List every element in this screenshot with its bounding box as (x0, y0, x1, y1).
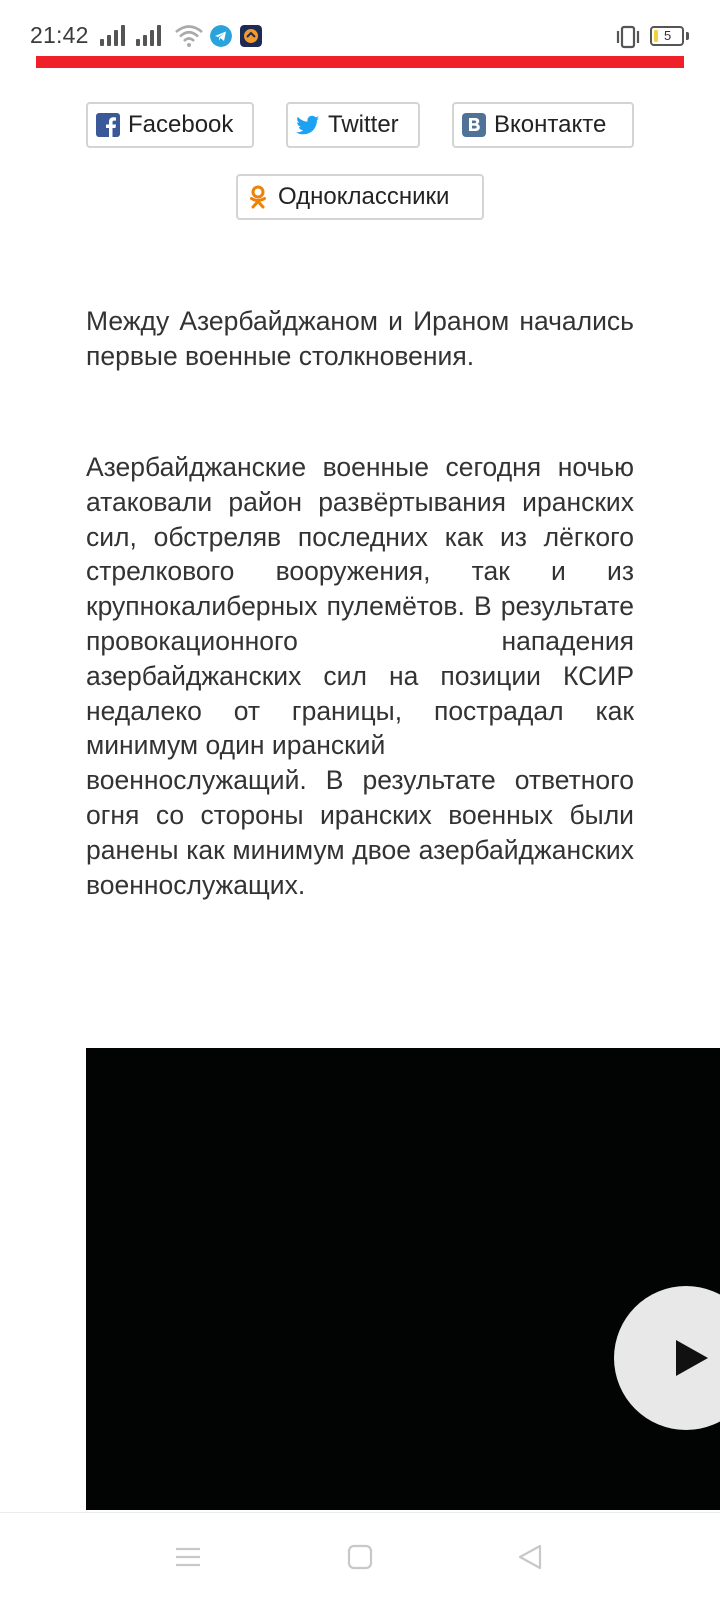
header-accent-bar (36, 56, 684, 68)
vkontakte-share-label: Вконтакте (494, 111, 607, 138)
battery-icon (650, 26, 684, 46)
home-square-icon[interactable] (346, 1543, 374, 1571)
vkontakte-share-button[interactable] (452, 102, 634, 148)
video-player[interactable] (86, 1048, 720, 1510)
article-paragraph-part: военнослужащий. В результате ответного огня со стороны иранских военных были ранены как минимум двое азербайджанских военнослужащих. (86, 765, 634, 900)
status-time: 21:42 (30, 22, 89, 48)
odnoklassniki-icon (246, 185, 270, 209)
app-notification-icon (240, 25, 262, 47)
battery-cap (686, 32, 689, 40)
twitter-icon (296, 113, 320, 137)
article-paragraph: Между Азербайджаном и Ираном начались первые военные столкновения. (86, 306, 634, 371)
odnoklassniki-share-button[interactable] (236, 174, 484, 220)
article-paragraph (86, 450, 634, 902)
back-triangle-icon[interactable] (516, 1543, 544, 1571)
telegram-icon (210, 25, 232, 47)
system-navigation-bar (0, 1512, 720, 1601)
play-button[interactable] (614, 1286, 720, 1430)
facebook-icon (96, 113, 120, 137)
facebook-share-button[interactable] (86, 102, 254, 148)
battery-level-fill (654, 30, 658, 42)
play-icon (672, 1338, 712, 1378)
twitter-share-label: Twitter (328, 111, 399, 138)
status-bar (0, 0, 720, 56)
article-paragraph-part: Азербайджанские военные сегодня ночью атаковали район развёртывания иранских сил, обстреляв последних как из лёгкого стрелкового вооружения, так и из крупнокалиберных пулемётов. В результате провокационного нападения азербайджанских сил на позиции КСИР недалеко от границы, пострадал как минимум один иранский (86, 452, 634, 761)
battery-level: 5 (664, 28, 672, 43)
signal-icon (100, 24, 130, 46)
odnoklassniki-share-label: Одноклассники (278, 183, 450, 210)
wifi-icon (174, 24, 204, 48)
signal-icon (136, 24, 166, 46)
vkontakte-icon (462, 113, 486, 137)
twitter-share-button[interactable] (286, 102, 420, 148)
menu-icon[interactable] (174, 1543, 202, 1571)
facebook-share-label: Facebook (128, 111, 234, 138)
vibrate-icon (614, 25, 642, 49)
